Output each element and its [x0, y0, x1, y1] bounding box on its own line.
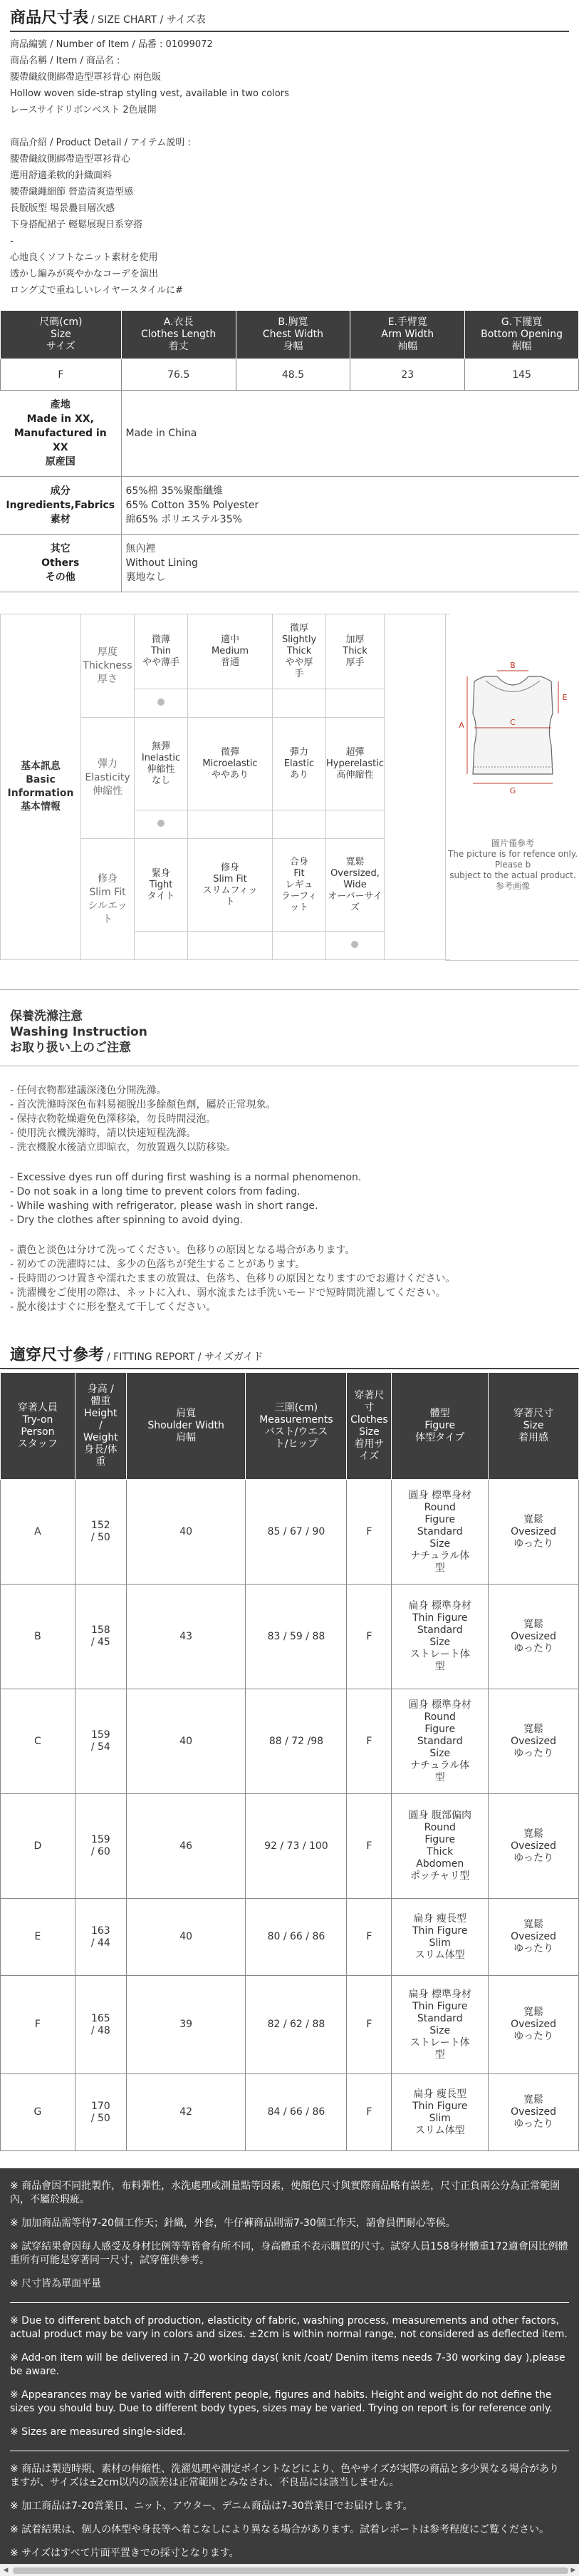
origin-value: Made in China	[121, 391, 579, 477]
height-weight-header: 身高 / 體重 Height / Weight 身長/体 重	[75, 1373, 126, 1480]
length-cell: 76.5	[121, 359, 236, 391]
slim-fit-option: 修身 Slim Fit スリムフィッ ト	[188, 839, 273, 932]
size-cell: F	[1, 359, 122, 391]
note-line: ※ Due to different batch of production, elasticity of fabric, washing process, measurements and other factors, actual product may be vary in colors and sizes. ±2cm is within normal range, not considered as deflected item.	[10, 2315, 568, 2340]
note-line: ※ Sizes are measured single-sided.	[10, 2426, 186, 2438]
notes-divider	[10, 2302, 569, 2303]
basic-info-section	[0, 614, 579, 961]
chest-cell: 48.5	[236, 359, 350, 391]
height-weight-cell: 152 / 50	[75, 1480, 126, 1585]
detail-line: 下身搭配裙子 輕鬆展現日系穿搭	[10, 220, 143, 230]
note-line: ※ 商品は製造時期、素材の伸縮性、洗濯処理や測定ポイントなどにより、色やサイズが実際の商品と多少異なる場合がありますが、サイズは±2cm以内の誤差は正常範囲とみなされ、不良品には該当しません。	[10, 2463, 560, 2488]
others-value: 無內裡 Without Lining 裏地なし	[121, 535, 579, 592]
garment-diagram	[445, 614, 579, 961]
arm-header: E.手臂寬 Arm Width 袖幅	[350, 311, 465, 359]
detail-line: -	[10, 236, 14, 247]
measurements-cell: 92 / 73 / 100	[246, 1794, 347, 1899]
washing-line: - 洗衣機脫水後請立即晾衣，勿放置過久以防移染。	[10, 1142, 236, 1153]
shoulder-cell: 40	[126, 1899, 246, 1976]
person-cell: G	[1, 2074, 75, 2151]
person-header: 穿著人員 Try-on Person スタッフ	[1, 1373, 75, 1480]
table-row	[1, 1689, 579, 1794]
washing-line: - 長時間のつけ置きや濡れたままの放置は、色落ち、色移りの原因となりますのでお避けください。	[10, 1273, 456, 1284]
figure-cell: 圓身 標準身材 Round Figure Standard Size ナチュラル体 型	[392, 1689, 489, 1794]
horizontal-scrollbar[interactable]	[0, 2564, 579, 2576]
note-line: ※ 商品會因不同批製作，布料彈性，水洗處理或測量點等因素，使顏色尺寸與實際商品略有誤差，尺寸正負兩公分為正常範圍內，不屬於瑕疵。	[10, 2180, 560, 2205]
fitting-table	[0, 1372, 579, 2151]
washing-line: - 任何衣物都建議深淺色分開洗滌。	[10, 1085, 167, 1096]
figure-cell: 圓身 標準身材 Round Figure Standard Size ナチュラル体 型	[392, 1480, 489, 1585]
washing-title: 保養洗滌注意 Washing Instruction お取り扱い上のご注意	[0, 990, 579, 1066]
measurements-cell: 85 / 67 / 90	[246, 1480, 347, 1585]
note-line: ※ サイズはすべて片面平置きでの採寸となります。	[10, 2547, 239, 2559]
height-weight-cell: 159 / 60	[75, 1794, 126, 1899]
washing-line: - 脱水後はすぐに形を整えて干してください。	[10, 1302, 217, 1313]
scroll-left-icon[interactable]: ◀	[3, 2567, 9, 2574]
diagram-label: G	[509, 786, 516, 795]
figure-cell: 扁身 標準身材 Thin Figure Standard Size ストレート体 型	[392, 1976, 489, 2074]
selected-dot-icon	[157, 699, 165, 706]
others-label: 其它 Others その他	[0, 535, 121, 592]
fitting-title: 適穿尺寸參考	[10, 1346, 105, 1364]
measurements-cell: 80 / 66 / 86	[246, 1899, 347, 1976]
diagram-label: B	[510, 661, 516, 670]
product-line: 商品名稱 / Item / 商品名 :	[10, 56, 120, 66]
size-header: 尺碼(cm) Size サイズ	[1, 311, 122, 359]
product-line: Hollow woven side-strap styling vest, available in two colors	[10, 88, 289, 99]
arm-cell: 23	[350, 359, 465, 391]
washing-line: - 保持衣物乾燥避免色澤移染，勿長時間浸泡。	[10, 1113, 217, 1125]
note-line: ※ 試穿結果會因每人感受及身材比例等等皆會有所不同，身高體重不表示購買的尺寸。試穿人員158身材體重172適會因比例體重所有可能是穿著同一尺寸，試穿僅供參考。	[10, 2241, 568, 2266]
table-row	[1, 1899, 579, 1976]
measurements-cell: 84 / 66 / 86	[246, 2074, 347, 2151]
washing-line: - 濃色と淡色は分けて洗ってください。色移りの原因となる場合があります。	[10, 1245, 355, 1256]
fit-cell: 寬鬆 Ovesized ゆったり	[489, 1899, 579, 1976]
size-cell: F	[347, 1480, 392, 1585]
detail-line: 選用舒適柔軟的針織面料	[10, 170, 113, 181]
shoulder-cell: 40	[126, 1480, 246, 1585]
slim-fit-label: 修身 Slim Fit シルエッ ト	[81, 839, 135, 960]
person-cell: E	[1, 1899, 75, 1976]
fit-cell: 寬鬆 Ovesized ゆったり	[489, 1480, 579, 1585]
product-line: レースサイドリボンベスト 2色展開	[10, 105, 157, 115]
diagram-caption: 圖片僅參考 The picture is for refence only. Please b subject to the actual product. 参考画像	[447, 838, 578, 891]
fit-cell: 寬鬆 Ovesized ゆったり	[489, 1976, 579, 2074]
selected-dot-icon	[157, 820, 165, 827]
shoulder-header: 肩寬 Shoulder Width 肩幅	[126, 1373, 246, 1480]
figure-cell: 扁身 瘦長型 Thin Figure Slim スリム体型	[392, 2074, 489, 2151]
shoulder-cell: 46	[126, 1794, 246, 1899]
fit-cell: 寬鬆 Ovesized ゆったり	[489, 1794, 579, 1899]
table-row	[1, 2074, 579, 2151]
table-row	[1, 1480, 579, 1585]
note-line: ※ 加加商品需等待7-20個工作天；針織，外套，牛仔褲商品則需7-30個工作天，請會員們耐心等候。	[10, 2217, 456, 2229]
fitting-divider	[0, 1368, 579, 1369]
size-cell: F	[347, 1689, 392, 1794]
thickness-option: 微薄 Thin やや薄手	[135, 614, 188, 689]
fitting-subtitle: / FITTING REPORT / サイズガイド	[107, 1351, 264, 1363]
washing-line: - While washing with refrigerator, please wash in short range.	[10, 1200, 318, 1212]
detail-line: 商品介紹 / Product Detail / アイテム説明 :	[10, 138, 191, 148]
slim-fit-option: 緊身 Tight タイト	[135, 839, 188, 932]
person-cell: A	[1, 1480, 75, 1585]
slim-fit-option: 寬鬆 Oversized, Wide オーバーサイ ズ	[326, 839, 385, 932]
notes-box	[0, 2168, 579, 2572]
person-cell: B	[1, 1585, 75, 1689]
fit-header: 穿著尺寸 Size 着用感	[489, 1373, 579, 1480]
note-line: ※ 加工商品は7-20営業日、ニット、アウター、デニム商品は7-30営業日でお届けします。	[10, 2500, 413, 2512]
selected-dot-icon	[351, 941, 358, 948]
table-row	[1, 1585, 579, 1689]
washing-body	[0, 1066, 579, 1314]
slim-fit-dot-cell	[326, 932, 385, 960]
height-weight-cell: 163 / 44	[75, 1899, 126, 1976]
table-row	[1, 1794, 579, 1899]
detail-line: ロング丈で重ねしいレイヤースタイルに#	[10, 285, 184, 296]
elasticity-option: 超彈 Hyperelastic 高伸縮性	[326, 718, 385, 810]
height-weight-cell: 159 / 54	[75, 1689, 126, 1794]
washing-line: - Excessive dyes run off during first washing is a normal phenomenon.	[10, 1172, 362, 1183]
note-line: ※ Appearances may be varied with different people, figures and habits. Height and weight do not define the sizes you should buy. Due to different body types, sizes may be varied. Trying on report is for reference only.	[10, 2389, 553, 2414]
ingredients-value: 65%棉 35%聚酯纖維 65% Cotton 35% Polyester 綿65% ポリエステル35%	[121, 477, 579, 535]
elasticity-label: 彈力 Elasticity 伸縮性	[81, 718, 135, 839]
height-weight-cell: 158 / 45	[75, 1585, 126, 1689]
washing-line: - 洗濯機をご使用の際は、ネットに入れ、弱水流または手洗いモードで短時間洗濯してください。	[10, 1287, 446, 1299]
size-chart-header	[0, 0, 579, 32]
shoulder-cell: 40	[126, 1689, 246, 1794]
chest-header: B.胸寬 Chest Width 身幅	[236, 311, 350, 359]
bottom-header: G.下擺寬 Bottom Opening 裾幅	[465, 311, 579, 359]
figure-header: 體型 Figure 体型タイプ	[392, 1373, 489, 1480]
washing-line: - 使用洗衣機洗滌時，請以快速短程洗滌。	[10, 1128, 197, 1139]
size-cell: F	[347, 1976, 392, 2074]
scroll-right-icon[interactable]: ▶	[570, 2567, 576, 2574]
table-row	[1, 359, 579, 391]
product-info	[0, 32, 579, 299]
shoulder-cell: 39	[126, 1976, 246, 2074]
elasticity-dot-cell	[135, 810, 188, 839]
height-weight-cell: 170 / 50	[75, 2074, 126, 2151]
figure-cell: 扁身 瘦長型 Thin Figure Slim スリム体型	[392, 1899, 489, 1976]
page-subtitle: / SIZE CHART / サイズ表	[91, 14, 206, 26]
washing-line: - Dry the clothes after spinning to avoid dying.	[10, 1215, 243, 1226]
basic-info-label: 基本訊息 Basic Information 基本情報	[1, 614, 81, 960]
page-title: 商品尺寸表	[10, 9, 89, 27]
note-line: ※ 試着結果は、個人の体型や身長等へ着こなしにより異なる場合があります。試着レポートは参考程度にご覧ください。	[10, 2524, 550, 2535]
thickness-label: 厚度 Thickness 厚さ	[81, 614, 135, 718]
ingredients-label: 成分 Ingredients,Fabrics 素材	[0, 477, 121, 535]
elasticity-option: 彈力 Elastic あり	[273, 718, 326, 810]
length-header: A.衣長 Clothes Length 着丈	[121, 311, 236, 359]
size-cell: F	[347, 1794, 392, 1899]
note-line: ※ Add-on item will be delivered in 7-20 working days( knit /coat/ Denim items needs 7-30 working day ),please be aware.	[10, 2352, 565, 2377]
product-line: 商品編號 / Number of Item / 品番 : 01099072	[10, 39, 213, 50]
size-cell: F	[347, 1585, 392, 1689]
clothes-size-header: 穿著尺 寸 Clothes Size 着用サ イズ	[347, 1373, 392, 1480]
washing-line: - Do not soak in a long time to prevent colors from fading.	[10, 1186, 301, 1197]
measurements-cell: 88 / 72 /98	[246, 1689, 347, 1794]
washing-line: - 首次洗滌時深色布料易褪脫出多餘顏色劑，屬於正常現象。	[10, 1099, 276, 1111]
material-table	[0, 391, 579, 592]
fitting-header	[0, 1343, 579, 1365]
height-weight-cell: 165 / 48	[75, 1976, 126, 2074]
note-line: ※ 尺寸皆為單面平量	[10, 2278, 102, 2289]
size-cell: F	[347, 1899, 392, 1976]
detail-line: 心地良くソフトなニット素材を使用	[10, 252, 158, 263]
detail-line: 透かし編みが爽やかなコーデを演出	[10, 269, 159, 279]
product-line: 腰帶織紋側綁帶造型罩衫背心 兩色販	[10, 72, 162, 83]
vest-diagram-icon	[446, 614, 579, 835]
diagram-label: E	[562, 693, 568, 702]
scrollbar-thumb[interactable]	[13, 2567, 568, 2574]
elasticity-option: 無彈 Inelastic 伸縮性 なし	[135, 718, 188, 810]
diagram-label: C	[510, 718, 516, 727]
thickness-option: 微厚 Slightly Thick やや厚 手	[273, 614, 326, 689]
bottom-cell: 145	[465, 359, 579, 391]
fit-cell: 寬鬆 Ovesized ゆったり	[489, 1689, 579, 1794]
size-table	[0, 310, 579, 391]
thickness-option: 適中 Medium 普通	[188, 614, 273, 689]
person-cell: C	[1, 1689, 75, 1794]
detail-line: 腰帶織紋側綁帶造型罩衫背心	[10, 154, 131, 165]
elasticity-option: 微彈 Microelastic ややあり	[188, 718, 273, 810]
size-cell: F	[347, 2074, 392, 2151]
measurements-cell: 83 / 59 / 88	[246, 1585, 347, 1689]
fit-cell: 寬鬆 Ovesized ゆったり	[489, 1585, 579, 1689]
person-cell: D	[1, 1794, 75, 1899]
thickness-option: 加厚 Thick 厚手	[326, 614, 385, 689]
figure-cell: 扁身 標準身材 Thin Figure Standard Size ストレート体 型	[392, 1585, 489, 1689]
figure-cell: 圓身 腹部偏肉 Round Figure Thick Abdomen ポッチャリ型	[392, 1794, 489, 1899]
origin-label: 產地 Made in XX, Manufactured in XX 原産国	[0, 391, 121, 477]
slim-fit-option: 合身 Fit レギュ ラーフィ ット	[273, 839, 326, 932]
thickness-dot-cell	[135, 689, 188, 718]
measurements-header: 三圍(cm) Measurements バスト/ウエス ト/ヒップ	[246, 1373, 347, 1480]
washing-line: - 初めての洗濯時には、多少の色落ちが発生することがあります。	[10, 1259, 306, 1270]
washing-section	[0, 989, 579, 1314]
fit-cell: 寬鬆 Ovesized ゆったり	[489, 2074, 579, 2151]
table-row	[1, 1976, 579, 2074]
detail-line: 腰帶織繩細節 營造清爽造型感	[10, 187, 134, 197]
detail-line: 長版版型 場景疊目層次感	[10, 203, 115, 214]
shoulder-cell: 43	[126, 1585, 246, 1689]
basic-info-grid	[0, 614, 450, 960]
shoulder-cell: 42	[126, 2074, 246, 2151]
diagram-label: A	[459, 721, 464, 730]
person-cell: F	[1, 1976, 75, 2074]
measurements-cell: 82 / 62 / 88	[246, 1976, 347, 2074]
